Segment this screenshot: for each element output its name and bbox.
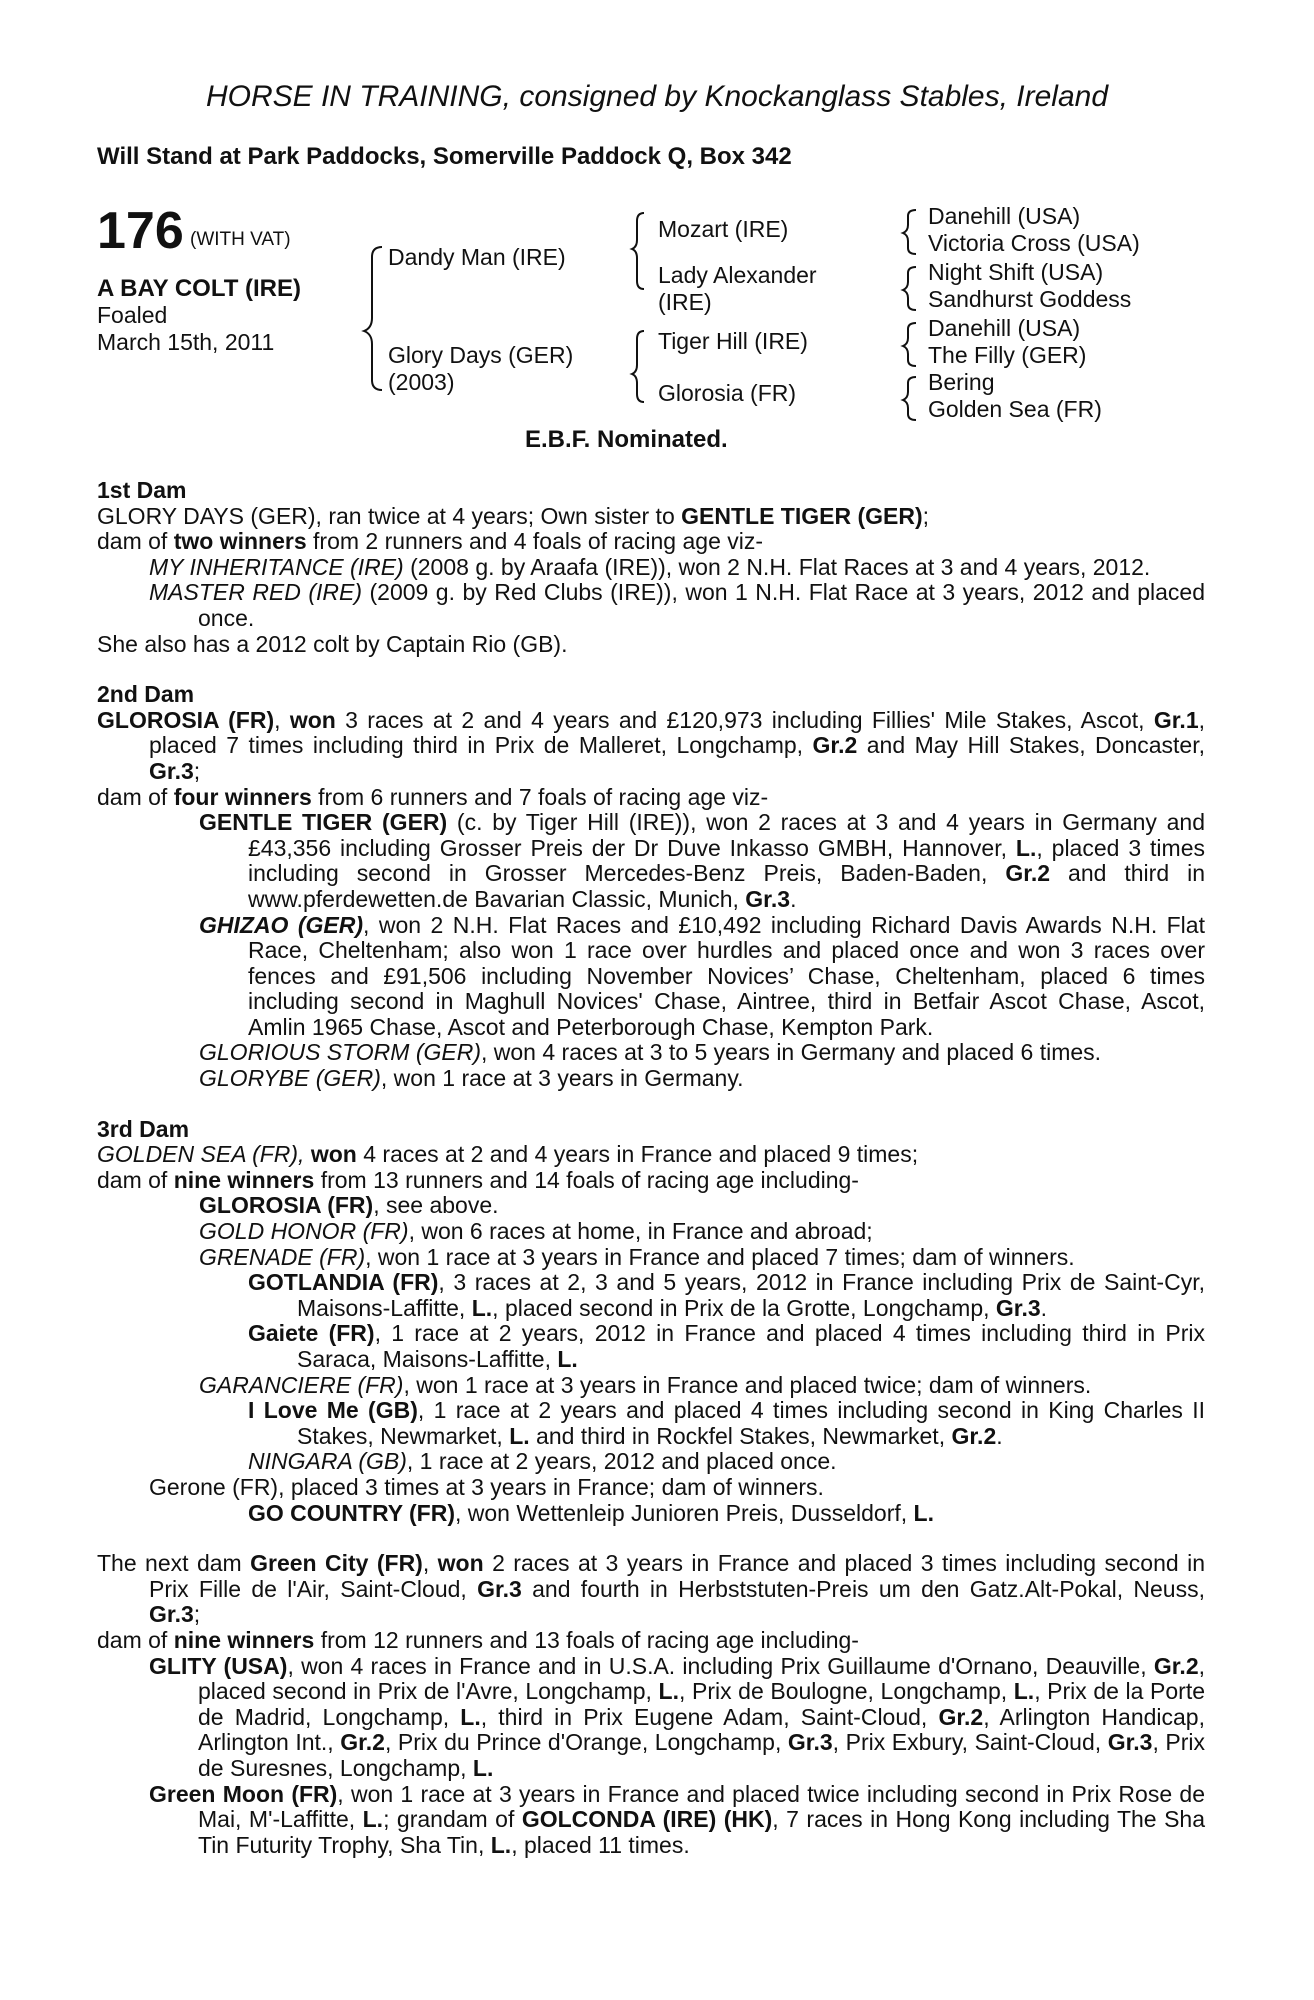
pedigree-dam: Glory Days (GER) — [388, 342, 574, 368]
foaled-date: March 15th, 2011 — [97, 329, 275, 355]
foaled-label: Foaled — [97, 302, 168, 328]
pedigree-sire-dam: Lady Alexander — [658, 262, 817, 288]
third-dam-progeny: Gerone (FR), placed 3 times at 3 years in France; dam of winners. — [149, 1473, 824, 1500]
first-dam-note: She also has a 2012 colt by Captain Rio (GB). — [97, 630, 568, 657]
second-dam-progeny: GLORYBE (GER), won 1 race at 3 years in Germany. — [199, 1065, 744, 1092]
next-dam-produce: dam of nine winners from 12 runners and 13 foals of racing age including- — [97, 1626, 859, 1653]
next-dam-progeny: Green Moon (FR), won 1 race at 3 years in France and placed twice including second in Prix Rose de Mai, M'-Laffitte, L.; grandam of GOLCONDA (IRE) (HK), 7 races in Hong Kong including The Sha Tin Futurity Trophy, Sha Tin, L., placed 11 times. — [149, 1780, 1205, 1858]
lot-number: 176 — [97, 202, 184, 260]
pedigree-sdd: Sandhurst Goddess — [928, 286, 1132, 312]
horse-name: A BAY COLT (IRE) — [97, 275, 302, 302]
pedigree-dsd: The Filly (GER) — [928, 342, 1087, 368]
pedigree-sds: Night Shift (USA) — [928, 259, 1104, 285]
third-dam-progeny: GARANCIERE (FR), won 1 race at 3 years in France and placed twice; dam of winners. — [199, 1371, 1092, 1398]
pedigree-sire-sire: Mozart (IRE) — [658, 216, 789, 242]
pedigree-braces — [0, 0, 1314, 440]
second-dam-line: GLOROSIA (FR), won 3 races at 2 and 4 years and £120,973 including Fillies' Mile Stakes, Ascot, Gr.1, placed 7 times including third in Prix de Malleret, Longchamp, Gr.2 and May Hill Stakes, Doncaster, Gr.3; — [97, 706, 1206, 784]
ebf-nomination: E.B.F. Nominated. — [525, 426, 728, 453]
third-dam-progeny: GLOROSIA (FR), see above. — [199, 1192, 499, 1219]
first-dam-produce: dam of two winners from 2 runners and 4 foals of racing age viz- — [97, 528, 764, 555]
second-dam-progeny: GHIZAO (GER), won 2 N.H. Flat Races and £10,492 including Richard Davis Awards N.H. Flat Race, Cheltenham; also won 1 race over hurdles and placed once and won 3 races over fences and £91,506 including November Novices’ Chase, Cheltenham, placed 6 times including second in Maghull Novices' Chase, Aintree, third in Betfair Ascot Chase, Ascot, Amlin 1965 Chase, Ascot and Peterborough Chase, Kempton Park. — [199, 911, 1205, 1040]
pedigree-sire-dam-country: (IRE) — [658, 289, 712, 315]
pedigree-dds: Bering — [928, 369, 995, 395]
third-dam-grandprogeny: NINGARA (GB), 1 race at 2 years, 2012 and placed once. — [248, 1448, 837, 1475]
third-dam-progeny: GOLD HONOR (FR), won 6 races at home, in France and abroad; — [199, 1218, 873, 1245]
page-title: HORSE IN TRAINING, consigned by Knockanglass Stables, Ireland — [205, 80, 1109, 113]
next-dam-progeny: GLITY (USA), won 4 races in France and in U.S.A. including Prix Guillaume d'Ornano, Deauville, Gr.2, placed second in Prix de l'Avre, Longchamp, L., Prix de Boulogne, Longchamp, L., Prix de la Porte de Madrid, Longchamp, L., third in Prix Eugene Adam, Saint-Cloud, Gr.2, Arlington Handicap, Arlington Int., Gr.2, Prix du Prince d'Orange, Longchamp, Gr.3, Prix Exbury, Saint-Cloud, Gr.3, Prix de Suresnes, Longchamp, L. — [149, 1652, 1206, 1781]
third-dam-grandprogeny: Gaiete (FR), 1 race at 2 years, 2012 in France and placed 4 times including third in Prix Saraca, Maisons-Laffitte, L. — [248, 1320, 1205, 1372]
first-dam-progeny: MY INHERITANCE (IRE) (2008 g. by Araafa (IRE)), won 2 N.H. Flat Races at 3 and 4 years, 2012. — [149, 553, 1151, 580]
catalogue-body — [97, 478, 1205, 1858]
third-dam-heading: 3rd Dam — [97, 1115, 190, 1142]
first-dam-heading: 1st Dam — [97, 477, 187, 503]
next-dam-line: The next dam Green City (FR), won 2 races at 3 years in France and placed 3 times including second in Prix Fille de l'Air, Saint-Cloud, Gr.3 and fourth in Herbststuten-Preis um den Gatz.Alt-Pokal, Neuss, Gr.3; — [97, 1550, 1205, 1628]
pedigree-sire: Dandy Man (IRE) — [388, 244, 566, 270]
third-dam-progeny: GRENADE (FR), won 1 race at 3 years in France and placed 7 times; dam of winners. — [199, 1243, 1075, 1270]
third-dam-grandprogeny: I Love Me (GB), 1 race at 2 years and placed 4 times including second in King Charles II Stakes, Newmarket, L. and third in Rockfel Stakes, Newmarket, Gr.2. — [248, 1397, 1205, 1449]
third-dam-produce: dam of nine winners from 13 runners and 14 foals of racing age including- — [97, 1166, 859, 1193]
first-dam-line: GLORY DAYS (GER), ran twice at 4 years; Own sister to GENTLE TIGER (GER); — [97, 502, 930, 529]
pedigree-dam-dam: Glorosia (FR) — [658, 380, 797, 406]
second-dam-produce: dam of four winners from 6 runners and 7 foals of racing age viz- — [97, 783, 769, 810]
third-dam-grandprogeny: GO COUNTRY (FR), won Wettenleip Junioren Preis, Dusseldorf, L. — [248, 1499, 934, 1526]
vat-note: (WITH VAT) — [190, 229, 291, 250]
first-dam-progeny: MASTER RED (IRE) (2009 g. by Red Clubs (IRE)), won 1 N.H. Flat Race at 3 years, 2012 and placed once. — [149, 579, 1206, 631]
third-dam-grandprogeny: GOTLANDIA (FR), 3 races at 2, 3 and 5 years, 2012 in France including Prix de Saint-Cyr, Maisons-Laffitte, L., placed second in Prix de la Grotte, Longchamp, Gr.3. — [248, 1269, 1205, 1321]
second-dam-progeny: GENTLE TIGER (GER) (c. by Tiger Hill (IRE)), won 2 races at 3 and 4 years in Germany and £43,356 including Grosser Preis der Dr Duve Inkasso GMBH, Hannover, L., placed 3 times including second in Grosser Mercedes-Benz Preis, Baden-Baden, Gr.2 and third in www.pferdewetten.de Bavarian Classic, Munich, Gr.3. — [199, 809, 1205, 912]
pedigree-dam-sire: Tiger Hill (IRE) — [658, 328, 808, 354]
third-dam-line: GOLDEN SEA (FR), won 4 races at 2 and 4 years in France and placed 9 times; — [97, 1141, 919, 1168]
second-dam-heading: 2nd Dam — [97, 681, 195, 708]
pedigree-dss: Danehill (USA) — [928, 315, 1081, 341]
stand-location: Will Stand at Park Paddocks, Somerville Paddock Q, Box 342 — [97, 143, 792, 170]
pedigree-ddd: Golden Sea (FR) — [928, 396, 1102, 422]
pedigree-dam-year: (2003) — [388, 369, 455, 395]
pedigree-sss: Danehill (USA) — [928, 203, 1081, 229]
second-dam-progeny: GLORIOUS STORM (GER), won 4 races at 3 to 5 years in Germany and placed 6 times. — [199, 1039, 1102, 1066]
pedigree-ssd: Victoria Cross (USA) — [928, 230, 1140, 256]
